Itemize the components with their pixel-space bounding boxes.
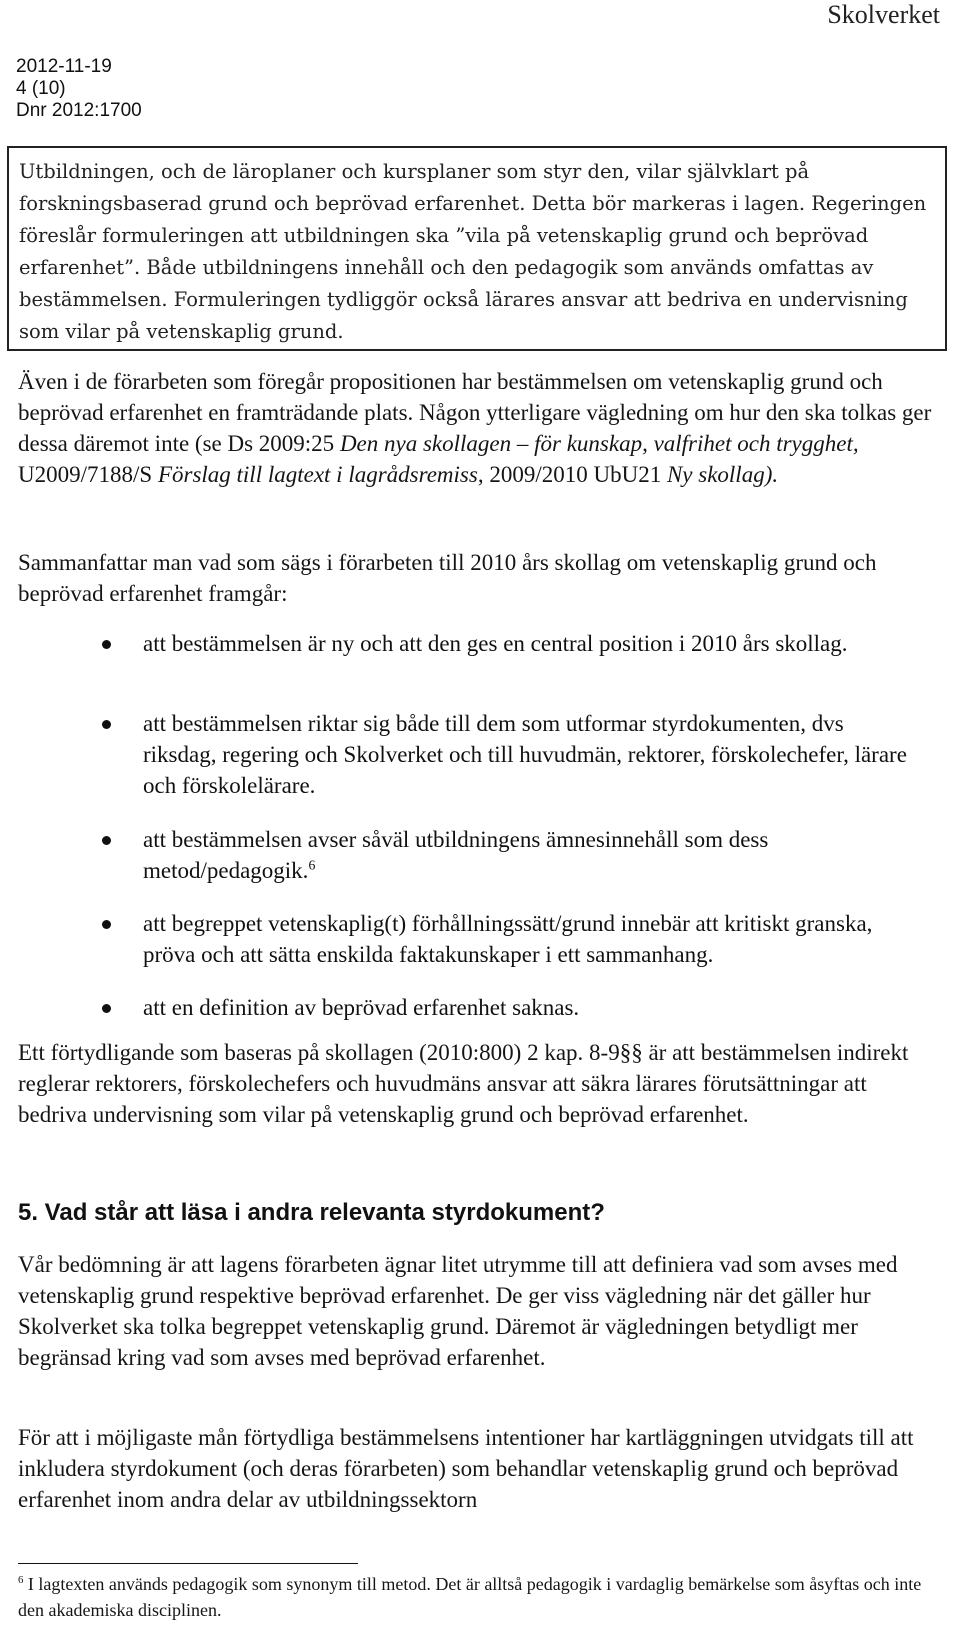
- italic-title: Ny skollag).: [666, 462, 779, 487]
- section-heading: 5. Vad står att läsa i andra relevanta styrdokument?: [18, 1199, 605, 1226]
- paragraph-text: Sammanfattar man vad som sägs i förarbeten till 2010 års skollag om vetenskaplig grund och beprövad erfarenhet framgår:: [18, 550, 877, 606]
- bullet-icon: [102, 1004, 111, 1013]
- page-number: 4 (10): [16, 78, 66, 99]
- list-item-text-content: att bestämmelsen avser såväl utbildningens ämnesinnehåll som dess metod/pedagogik.: [143, 827, 769, 883]
- document-date: 2012-11-19: [16, 56, 112, 77]
- paragraph-extension: [18, 1422, 936, 1515]
- bullet-icon: [102, 640, 111, 649]
- document-dnr: Dnr 2012:1700: [16, 100, 142, 121]
- organization-name: Skolverket: [827, 0, 940, 29]
- list-item-text: att bestämmelsen är ny och att den ges en central position i 2010 års skollag.: [143, 631, 848, 656]
- paragraph-forarbeten: [18, 366, 936, 490]
- bullet-icon: [102, 836, 111, 845]
- footnote-number: 6: [18, 1574, 24, 1586]
- list-item-text: [143, 824, 913, 886]
- quoted-box: [7, 146, 947, 351]
- paragraph-text: Vår bedömning är att lagens förarbeten ägnar litet utrymme till att definiera vad som avses med vetenskaplig grund respektive beprövad erfarenhet. De ger viss vägledning när det gäller hur Skolverket ska tolka begreppet vetenskaplig grund. Däremot är vägledningen betydligt mer begränsad kring vad som avses med beprövad erfarenhet.: [18, 1252, 898, 1370]
- paragraph-text: U2009/7188/S: [18, 462, 158, 487]
- bullet-icon: [102, 920, 111, 929]
- paragraph-text: , 2009/2010 UbU21: [477, 462, 667, 487]
- document-meta: [16, 56, 142, 122]
- list-item-text: att bestämmelsen riktar sig både till dem som utformar styrdokumenten, dvs riksdag, regering och Skolverket och till huvudmän, rektorer, förskolechefer, lärare och förskolelärare.: [143, 711, 907, 798]
- paragraph-text: Ett förtydligande som baseras på skollagen (2010:800) 2 kap. 8-9§§ är att bestämmelsen indirekt reglerar rektorers, förskolechefers och huvudmäns ansvar att säkra lärares förutsättningar att bedriva undervisning som vilar på vetenskaplig grund och beprövad erfarenhet.: [18, 1040, 909, 1127]
- italic-title: Förslag till lagtext i lagrådsremiss: [157, 462, 478, 487]
- quoted-text: Utbildningen, och de läroplaner och kursplaner som styr den, vilar självklart på forskningsbaserad grund och beprövad erfarenhet. Detta bör markeras i lagen. Regeringen föreslår formuleringen att utbildningen ska ”vila på vetenskaplig grund och beprövad erfarenhet”. Både utbildningens innehåll och den pedagogik som används omfattas av bestämmelsen. Formuleringen tydliggör också lärares ansvar att bedriva en undervisning som vilar på vetenskaplig grund.: [19, 160, 927, 343]
- footnote-divider: [18, 1563, 358, 1564]
- paragraph-summary: [18, 547, 936, 609]
- list-item-text: att en definition av beprövad erfarenhet saknas.: [143, 995, 580, 1020]
- bullet-icon: [102, 720, 111, 729]
- italic-title: Den nya skollagen – för kunskap, valfrihet och trygghet,: [339, 431, 859, 456]
- footnote-text: I lagtexten används pedagogik som synonym till metod. Det är alltså pedagogik i vardaglig bemärkelse som åsyftas och inte den akademiska disciplinen.: [18, 1574, 922, 1620]
- paragraph-clarification: [18, 1037, 936, 1130]
- paragraph-text: Även i de förarbeten som föregår propositionen har bestämmelsen om vetenskaplig grund och beprövad erfarenhet en framträdande plats. Någon ytterligare vägledning om hur den ska tolkas ger dessa däremot inte (se Ds 2009:25: [18, 369, 932, 456]
- footnote: [18, 1571, 938, 1623]
- paragraph-text: För att i möjligaste mån förtydliga bestämmelsens intentioner har kartläggningen utvidgats till att inkludera styrdokument (och deras förarbeten) som behandlar vetenskaplig grund och beprövad erfarenhet inom andra delar av utbildningssektorn: [18, 1425, 914, 1512]
- footnote-marker: 6: [308, 857, 316, 873]
- paragraph-assessment: [18, 1249, 936, 1373]
- list-item-text: att begreppet vetenskaplig(t) förhållningssätt/grund innebär att kritiskt granska, pröva och att sätta enskilda faktakunskaper i ett sammanhang.: [143, 911, 873, 967]
